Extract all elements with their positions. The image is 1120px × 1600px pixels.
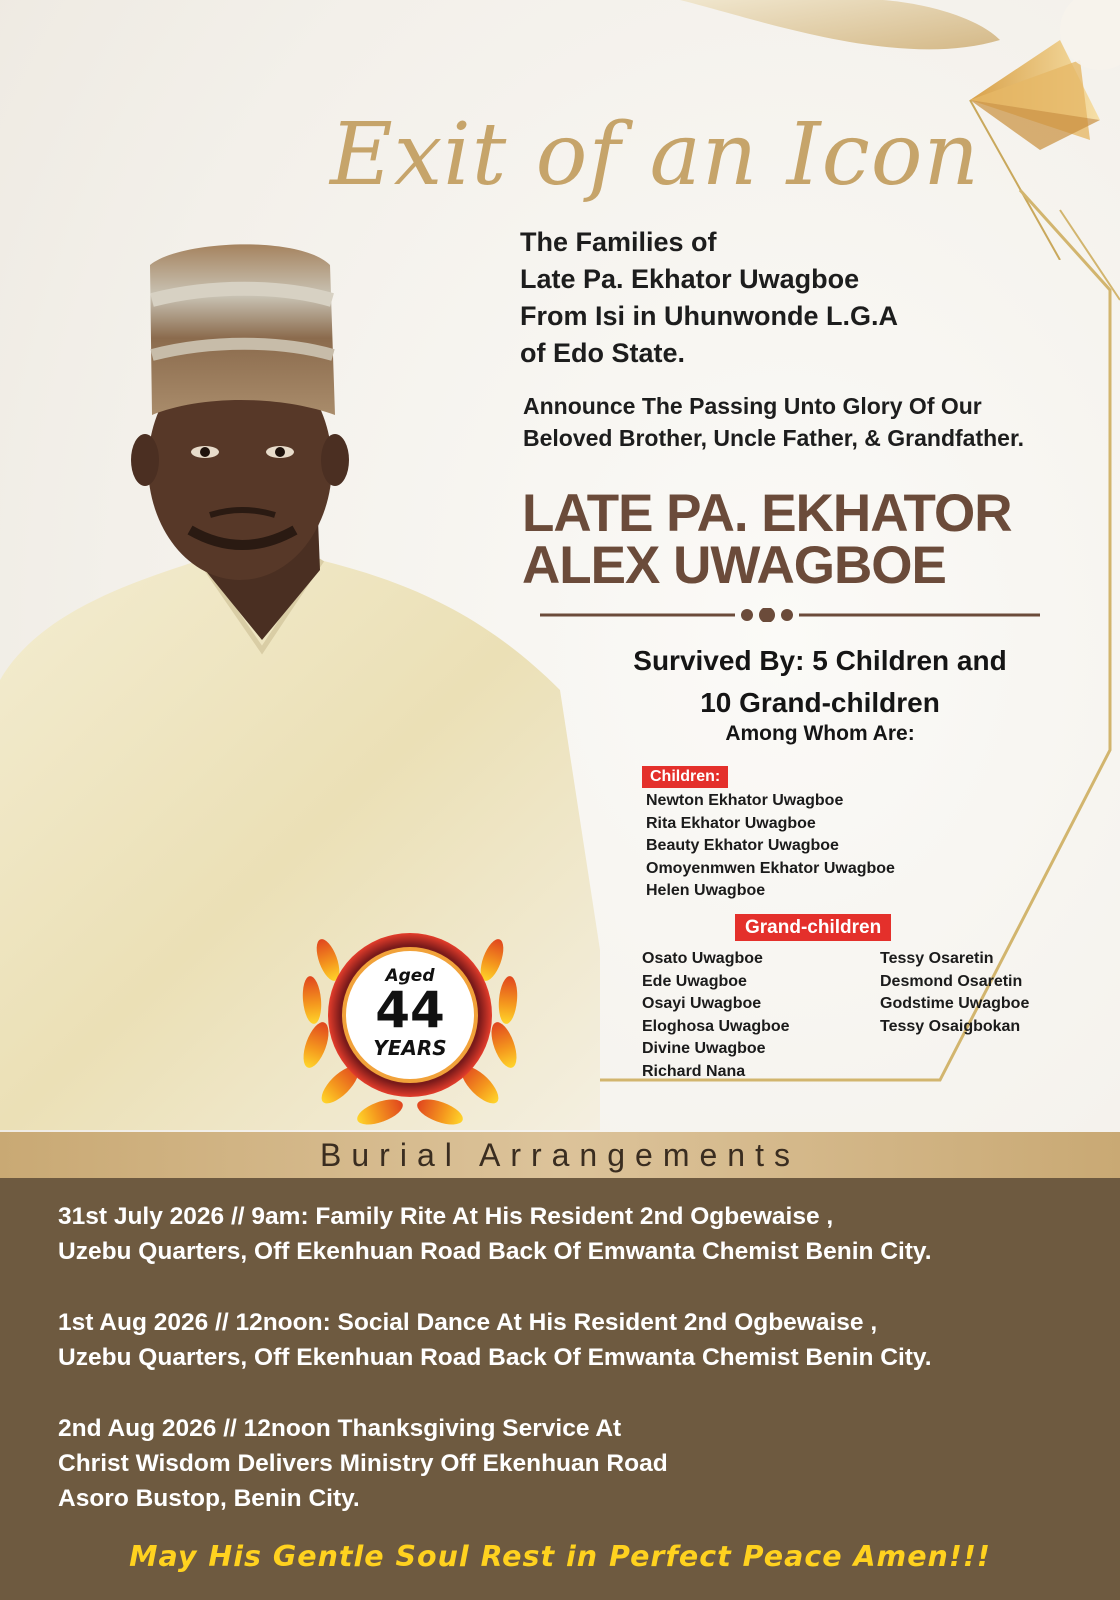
survived-by bbox=[560, 640, 1080, 724]
exit-of-an-icon-heading: Exit of an Icon bbox=[330, 105, 980, 205]
age-value: 44 bbox=[375, 981, 445, 1039]
arrangement-line: 2nd Aug 2026 // 12noon Thanksgiving Service At bbox=[58, 1415, 622, 1442]
survived-line: 10 Grand-children bbox=[700, 687, 940, 718]
burial-arrangements-title: Burial Arrangements bbox=[320, 1137, 800, 1173]
grandchild-name: Richard Nana bbox=[642, 1062, 746, 1080]
survived-line: Survived By: 5 Children and bbox=[633, 645, 1007, 676]
grandchild-name: Tessy Osaigbokan bbox=[880, 1017, 1021, 1035]
closing-prayer: May His Gentle Soul Rest in Perfect Peace Amen!!! bbox=[129, 1540, 991, 1573]
arrangement-line: 1st Aug 2026 // 12noon: Social Dance At His Resident 2nd Ogbewaise , bbox=[58, 1309, 878, 1336]
deceased-name-line: LATE PA. EKHATOR bbox=[522, 484, 1012, 543]
announcement bbox=[523, 390, 1103, 454]
arrangement-line: Uzebu Quarters, Off Ekenhuan Road Back Of Emwanta Chemist Benin City. bbox=[58, 1344, 932, 1371]
child-name: Beauty Ekhator Uwagboe bbox=[646, 837, 839, 854]
arrangement-line: Christ Wisdom Delivers Ministry Off Ekenhuan Road bbox=[58, 1450, 668, 1477]
deceased-name bbox=[522, 484, 1062, 595]
grandchild-name: Osayi Uwagboe bbox=[642, 995, 762, 1012]
announcement-line: Announce The Passing Unto Glory Of Our bbox=[523, 393, 982, 419]
child-name: Helen Uwagboe bbox=[646, 882, 766, 899]
grandchild-name: Godstime Uwagboe bbox=[880, 995, 1030, 1012]
families-line: of Edo State. bbox=[520, 338, 686, 368]
arrangement-item bbox=[58, 1199, 1098, 1269]
announcement-line: Beloved Brother, Uncle Father, & Grandfather. bbox=[523, 425, 1025, 451]
grandchild-name: Osato Uwagboe bbox=[642, 950, 763, 967]
children-list bbox=[646, 790, 895, 903]
among-whom-are: Among Whom Are: bbox=[725, 722, 915, 745]
ornament-divider bbox=[540, 608, 1040, 622]
grandchild-name: Desmond Osaretin bbox=[880, 972, 1023, 990]
age-aged-label: Aged bbox=[385, 966, 435, 986]
arrangement-item bbox=[58, 1305, 1098, 1375]
grandchildren-list-left bbox=[642, 948, 790, 1083]
families-intro bbox=[520, 224, 1080, 372]
families-line: From Isi in Uhunwonde L.G.A bbox=[520, 301, 898, 331]
deceased-name-line: ALEX UWAGBOE bbox=[522, 536, 946, 595]
grandchild-name: Eloghosa Uwagboe bbox=[642, 1017, 790, 1035]
families-line: The Families of bbox=[520, 227, 717, 257]
grandchildren-label: Grand-children bbox=[735, 914, 891, 941]
child-name: Rita Ekhator Uwagboe bbox=[646, 814, 816, 832]
children-label: Children: bbox=[642, 766, 728, 788]
arrangement-item bbox=[58, 1411, 1098, 1516]
grandchild-name: Divine Uwagboe bbox=[642, 1040, 766, 1057]
families-line: Late Pa. Ekhator Uwagboe bbox=[520, 264, 860, 294]
grandchild-name: Ede Uwagboe bbox=[642, 972, 747, 990]
age-years-label: YEARS bbox=[373, 1036, 447, 1060]
child-name: Omoyenmwen Ekhator Uwagboe bbox=[646, 859, 895, 877]
arrangement-line: Uzebu Quarters, Off Ekenhuan Road Back Of Emwanta Chemist Benin City. bbox=[58, 1238, 932, 1265]
grandchildren-list-right bbox=[880, 948, 1029, 1038]
arrangement-line: Asoro Bustop, Benin City. bbox=[58, 1485, 360, 1512]
arrangement-line: 31st July 2026 // 9am: Family Rite At His Resident 2nd Ogbewaise , bbox=[58, 1203, 834, 1230]
child-name: Newton Ekhator Uwagboe bbox=[646, 792, 844, 809]
grandchild-name: Tessy Osaretin bbox=[880, 950, 994, 967]
